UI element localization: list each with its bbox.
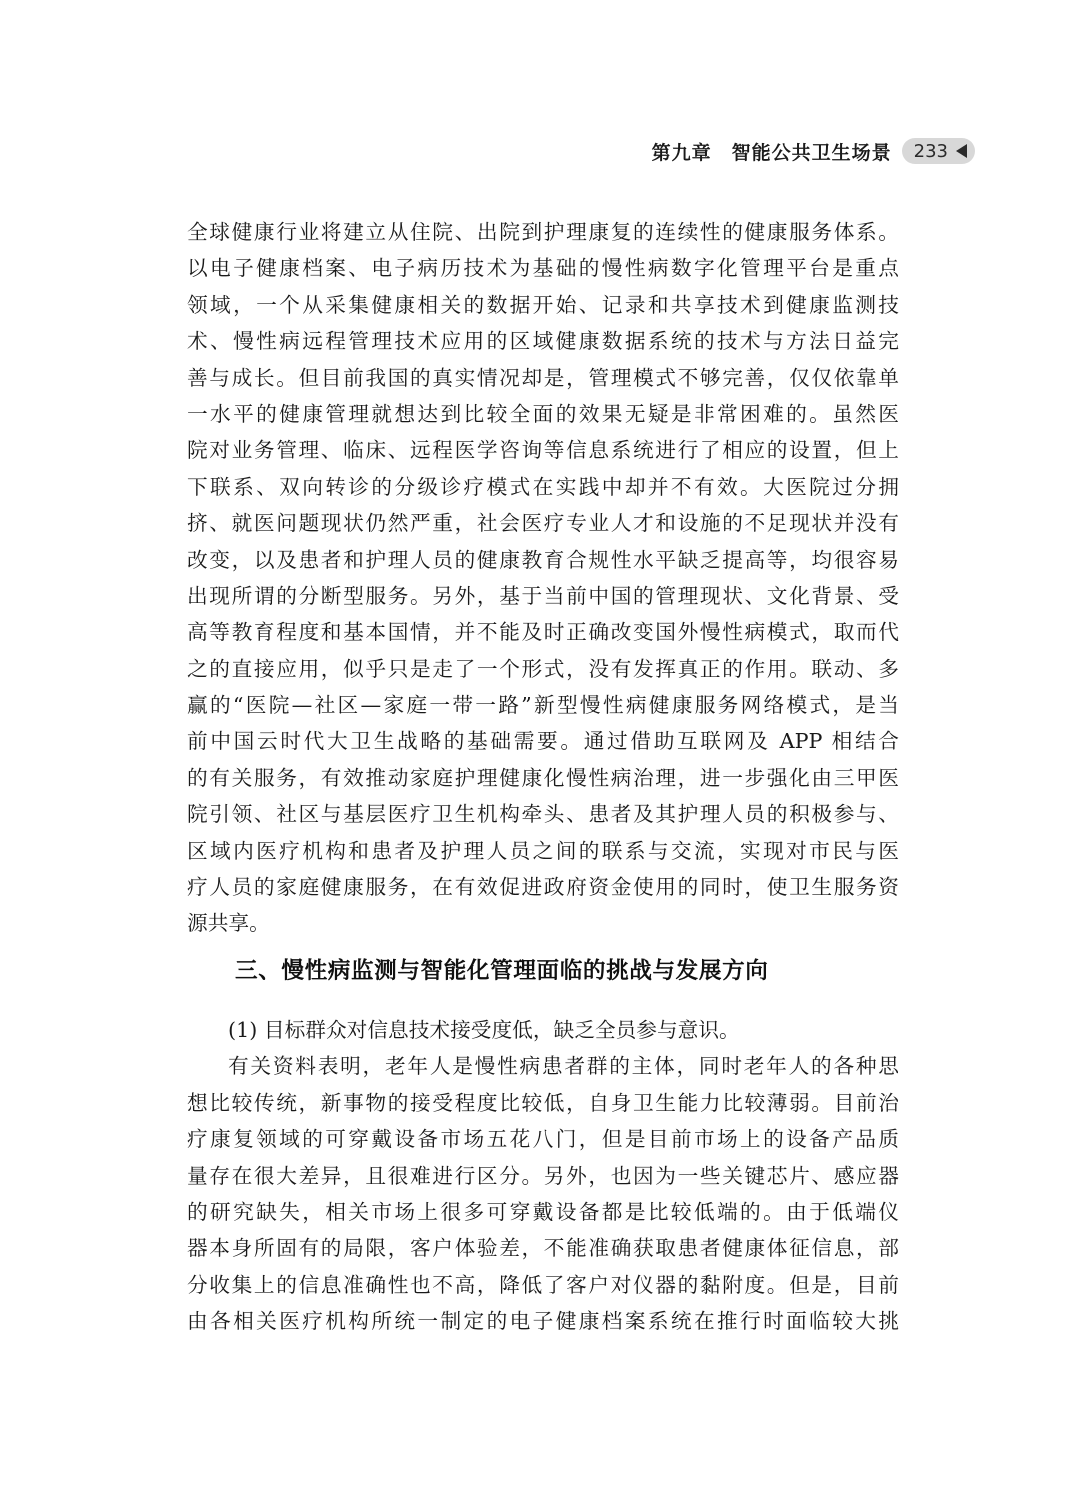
text-line: 高等教育程度和基本国情，并不能及时正确改变国外慢性病模式，取而代 xyxy=(187,620,899,645)
subheading: (1) 目标群众对信息技术接受度低，缺乏全员参与意识。 xyxy=(228,1018,740,1042)
triangle-left-icon xyxy=(956,144,967,158)
text-line: 下联系、双向转诊的分级诊疗模式在实践中却并不有效。大医院过分拥 xyxy=(187,474,899,499)
text-line: 想比较传统，新事物的接受程度比较低，自身卫生能力比较薄弱。目前治 xyxy=(187,1090,899,1115)
text-line: 分收集上的信息准确性也不高，降低了客户对仪器的黏附度。但是，目前 xyxy=(187,1272,899,1297)
text-line: 院引领、社区与基层医疗卫生机构牵头、患者及其护理人员的积极参与、 xyxy=(187,802,899,827)
text-line: 源共享。 xyxy=(187,911,270,936)
paragraph-2 xyxy=(187,1012,899,1340)
text-line: 器本身所固有的局限，客户体验差，不能准确获取患者健康体征信息，部 xyxy=(187,1236,899,1261)
text-line: 的研究缺失，相关市场上很多可穿戴设备都是比较低端的。由于低端仪 xyxy=(187,1199,899,1224)
text-line: 以电子健康档案、电子病历技术为基础的慢性病数字化管理平台是重点 xyxy=(187,256,899,281)
text-line: 一水平的健康管理就想达到比较全面的效果无疑是非常困难的。虽然医 xyxy=(187,401,899,426)
text-line: 善与成长。但目前我国的真实情况却是，管理模式不够完善，仅仅依靠单 xyxy=(187,365,899,390)
text-line: 术、慢性病远程管理技术应用的区域健康数据系统的技术与方法日益完 xyxy=(187,329,899,354)
text-line: 出现所谓的分断型服务。另外，基于当前中国的管理现状、文化背景、受 xyxy=(187,583,899,608)
running-header xyxy=(0,136,975,166)
text-line: 前中国云时代大卫生战略的基础需要。通过借助互联网及 APP 相结合 xyxy=(187,729,899,754)
section-heading: 三、慢性病监测与智能化管理面临的挑战与发展方向 xyxy=(235,958,769,984)
page-number-badge xyxy=(902,138,975,164)
text-line: 院对业务管理、临床、远程医学咨询等信息系统进行了相应的设置，但上 xyxy=(187,438,899,463)
text-line: 疗康复领域的可穿戴设备市场五花八门，但是目前市场上的设备产品质 xyxy=(187,1127,899,1152)
text-line: 之的直接应用，似乎只是走了一个形式，没有发挥真正的作用。联动、多 xyxy=(187,656,899,681)
text-line: 领域，一个从采集健康相关的数据开始、记录和共享技术到健康监测技 xyxy=(187,292,899,317)
text-line: 区域内医疗机构和患者及护理人员之间的联系与交流，实现对市民与医 xyxy=(187,838,899,863)
text-line: 改变，以及患者和护理人员的健康教育合规性水平缺乏提高等，均很容易 xyxy=(187,547,899,572)
text-line: 有关资料表明，老年人是慢性病患者群的主体，同时老年人的各种思 xyxy=(228,1054,899,1079)
text-line: 的有关服务，有效推动家庭护理健康化慢性病治理，进一步强化由三甲医 xyxy=(187,765,899,790)
text-line: 赢的“医院—社区—家庭一带一路”新型慢性病健康服务网络模式，是当 xyxy=(187,693,899,718)
text-line: 全球健康行业将建立从住院、出院到护理康复的连续性的健康服务体系。 xyxy=(187,220,899,244)
text-line: 挤、就医问题现状仍然严重，社会医疗专业人才和设施的不足现状并没有 xyxy=(187,511,899,536)
paragraph-1 xyxy=(187,214,899,942)
text-line: 疗人员的家庭健康服务，在有效促进政府资金使用的同时，使卫生服务资 xyxy=(187,875,899,900)
text-line: 量存在很大差异，且很难进行区分。另外，也因为一些关键芯片、感应器 xyxy=(187,1163,899,1188)
text-line: 由各相关医疗机构所统一制定的电子健康档案系统在推行时面临较大挑 xyxy=(187,1309,899,1334)
page-number: 233 xyxy=(913,140,948,162)
chapter-title: 第九章 智能公共卫生场景 xyxy=(651,141,892,164)
